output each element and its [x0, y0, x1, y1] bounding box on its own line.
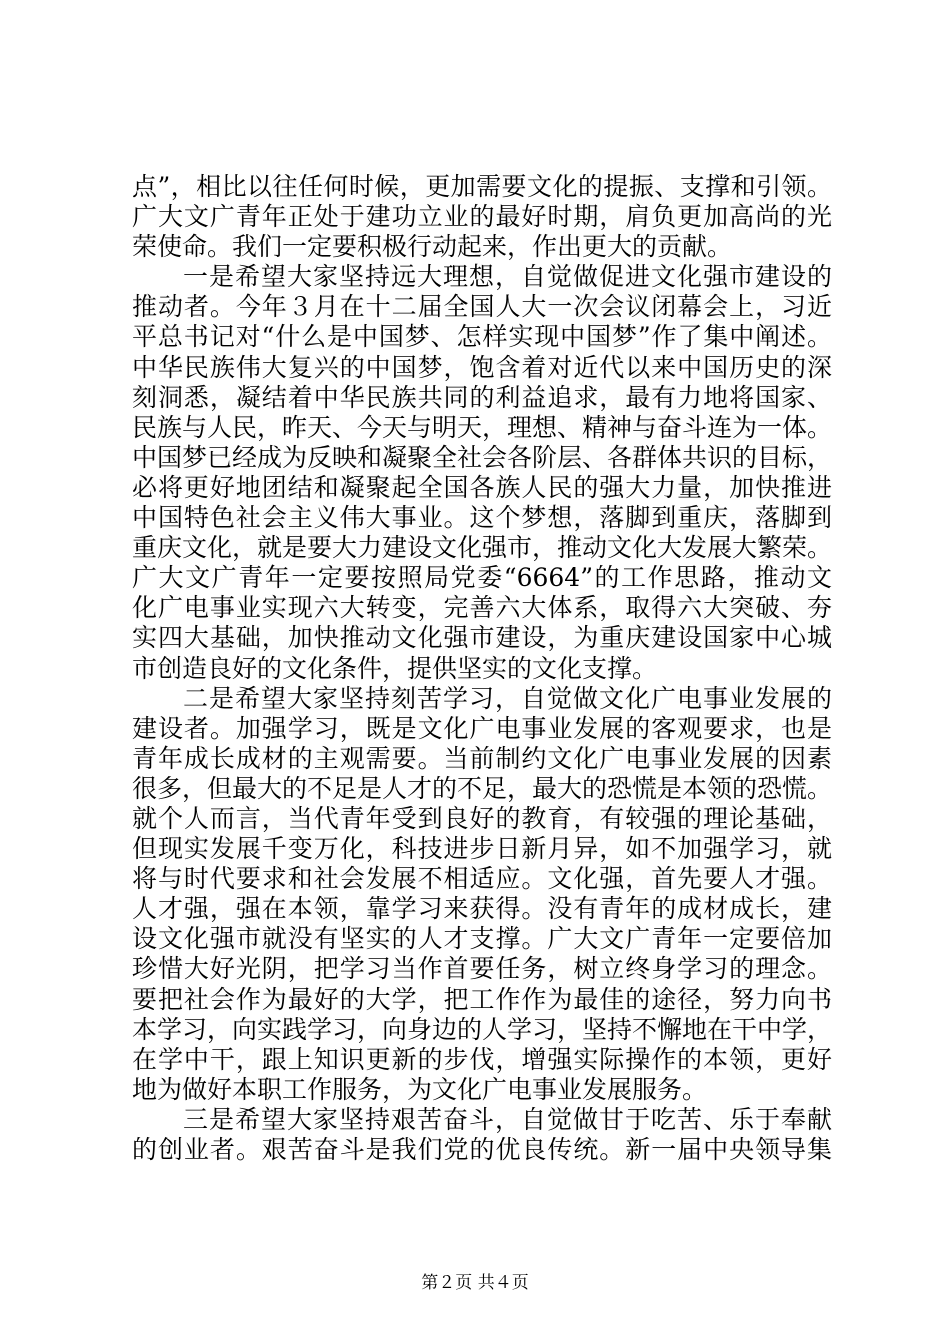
- paragraph-first-line: 三是希望大家坚持艰苦奋斗，自觉做甘于吃苦、乐于奉献: [183, 1104, 832, 1134]
- text-line: 就个人而言，当代青年受到良好的教育，有较强的理论基础，: [132, 803, 832, 833]
- text-line: 人才强，强在本领，靠学习来获得。没有青年的成材成长，建: [132, 894, 832, 924]
- text-line: 但现实发展千变万化，科技进步日新月异，如不加强学习，就: [132, 834, 832, 864]
- text-line: 荣使命。我们一定要积极行动起来，作出更大的贡献。: [132, 232, 733, 262]
- text-line: 中国特色社会主义伟大事业。这个梦想，落脚到重庆，落脚到: [132, 503, 832, 533]
- text-line: 设文化强市就没有坚实的人才支撑。广大文广青年一定要倍加: [132, 924, 832, 954]
- text-line: 必将更好地团结和凝聚起全国各族人民的强大力量，加快推进: [132, 472, 832, 502]
- text-line: 广大文广青年一定要按照局党委“6664”的工作思路，推动文: [132, 563, 832, 593]
- text-line: 实四大基础，加快推动文化强市建设，为重庆建设国家中心城: [132, 623, 832, 653]
- text-line: 民族与人民，昨天、今天与明天，理想、精神与奋斗连为一体。: [132, 412, 833, 442]
- text-line: 在学中干，跟上知识更新的步伐，增强实际操作的本领，更好: [132, 1044, 832, 1074]
- text-line: 地为做好本职工作服务，为文化广电事业发展服务。: [132, 1074, 708, 1104]
- text-line: 的创业者。艰苦奋斗是我们党的优良传统。新一届中央领导集: [132, 1135, 832, 1164]
- paragraph-first-line: 一是希望大家坚持远大理想，自觉做促进文化强市建设的: [183, 262, 832, 292]
- text-line: 点”，相比以往任何时候，更加需要文化的提振、支撑和引领。: [132, 172, 832, 201]
- text-line: 广大文广青年正处于建功立业的最好时期，肩负更加高尚的光: [132, 202, 832, 232]
- body-text: [132, 172, 832, 1165]
- text-line: 本学习，向实践学习，向身边的人学习，坚持不懈地在干中学，: [132, 1014, 833, 1044]
- text-line: 推动者。今年３月在十二届全国人大一次会议闭幕会上，习近: [132, 292, 832, 322]
- paragraph-first-line: 二是希望大家坚持刻苦学习，自觉做文化广电事业发展的: [183, 683, 832, 713]
- text-line: 建设者。加强学习，既是文化广电事业发展的客观要求，也是: [132, 713, 832, 743]
- text-line: 青年成长成材的主观需要。当前制约文化广电事业发展的因素: [132, 743, 832, 773]
- text-line: 刻洞悉，凝结着中华民族共同的利益追求，最有力地将国家、: [132, 382, 832, 412]
- text-line: 要把社会作为最好的大学，把工作作为最佳的途径，努力向书: [132, 984, 832, 1014]
- text-line: 很多，但最大的不足是人才的不足，最大的恐慌是本领的恐慌。: [132, 773, 833, 803]
- text-line: 中国梦已经成为反映和凝聚全社会各阶层、各群体共识的目标，: [132, 442, 833, 472]
- text-line: 中华民族伟大复兴的中国梦，饱含着对近代以来中国历史的深: [132, 352, 832, 382]
- page-footer: [0, 1273, 950, 1293]
- text-line: 珍惜大好光阴，把学习当作首要任务，树立终身学习的理念。: [132, 954, 832, 984]
- page-number: 第２页 共４页: [421, 1273, 529, 1293]
- text-line: 重庆文化，就是要大力建设文化强市，推动文化大发展大繁荣。: [132, 533, 833, 563]
- text-line: 平总书记对“什么是中国梦、怎样实现中国梦”作了集中阐述。: [132, 322, 832, 352]
- text-line: 化广电事业实现六大转变，完善六大体系，取得六大突破、夯: [132, 593, 832, 623]
- text-line: 市创造良好的文化条件，提供坚实的文化支撑。: [132, 653, 658, 683]
- text-line: 将与时代要求和社会发展不相适应。文化强，首先要人才强。: [132, 864, 832, 894]
